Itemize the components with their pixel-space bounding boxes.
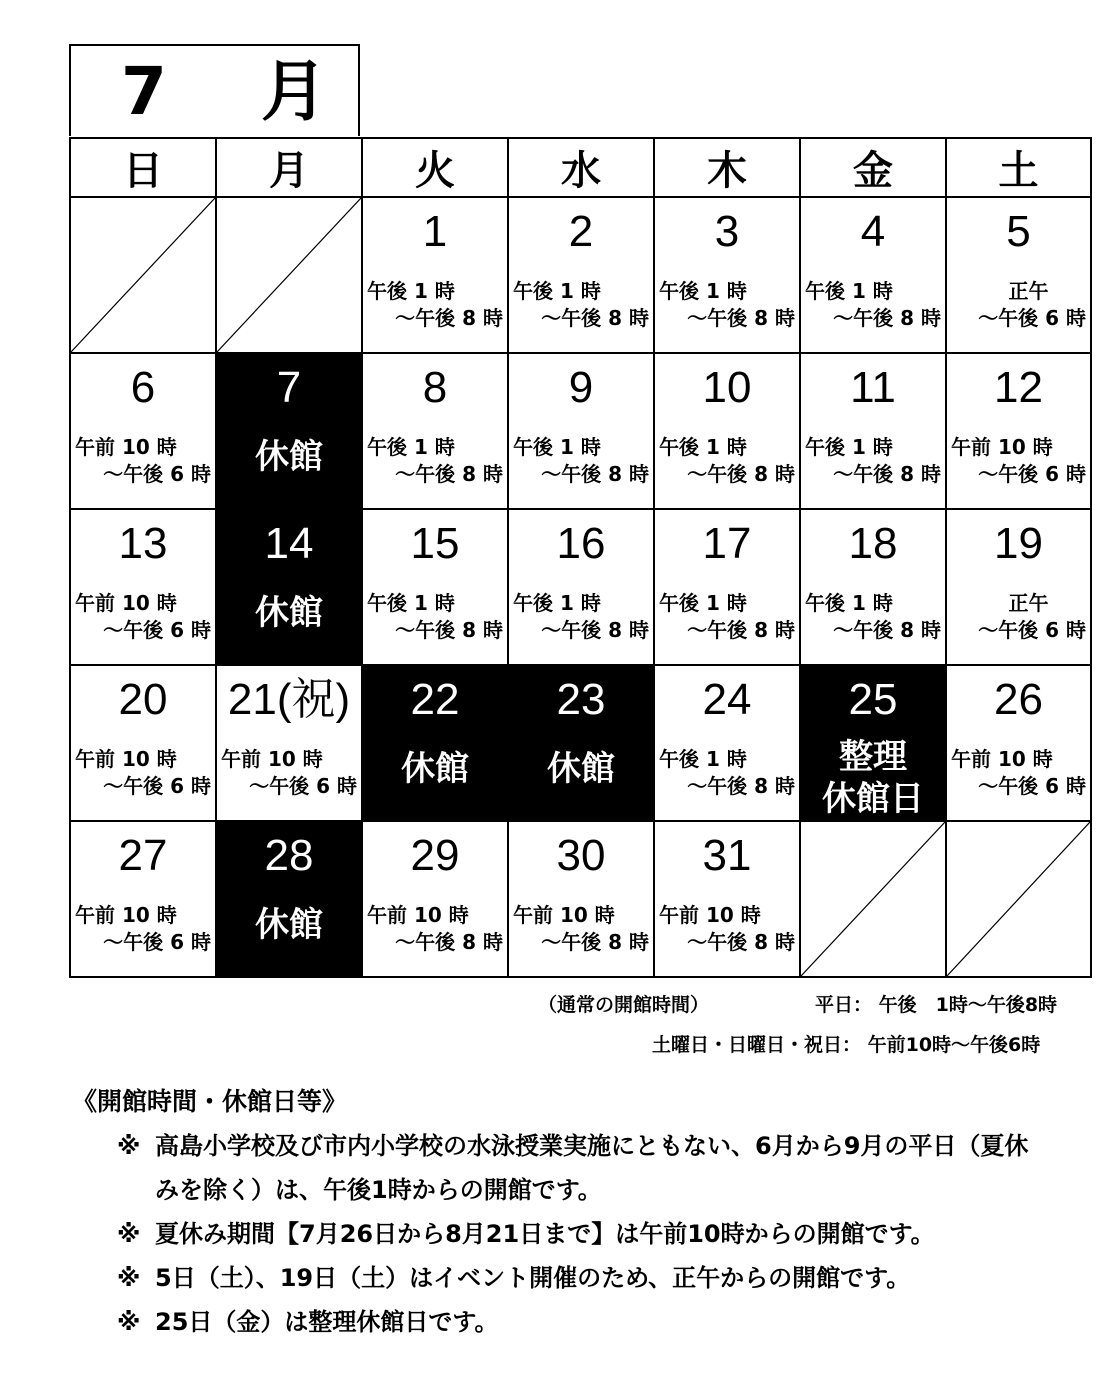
month-header: [69, 44, 360, 136]
closed-label: [801, 736, 945, 820]
hours-open: 午後 1 時: [513, 435, 601, 459]
closed-label-line1: 休館: [401, 749, 469, 789]
hours-close: ～午後 8 時: [541, 930, 649, 954]
empty-slash: [947, 822, 1090, 976]
day-number: 17: [702, 519, 752, 568]
note-text: 5日（土）、19日（土）はイベント開催のため、正午からの開館です。: [155, 1264, 911, 1292]
closed-label: [217, 436, 361, 478]
note-item: [155, 1168, 602, 1212]
opening-hours: [367, 278, 503, 332]
hours-open: 午前 10 時: [659, 903, 761, 927]
week-row: [70, 197, 1091, 353]
closed-day-cell: [508, 665, 654, 821]
hours-close: ～午後 8 時: [395, 462, 503, 486]
calendar-grid: [69, 137, 1092, 978]
empty-day-cell: [946, 821, 1091, 977]
hours-close: ～午後 8 時: [687, 774, 795, 798]
month-kanji: 月: [261, 53, 327, 130]
opening-hours: [75, 902, 211, 956]
hours-open: 午後 1 時: [659, 747, 747, 771]
day-number: 13: [118, 519, 168, 568]
hours-close: ～午後 8 時: [833, 462, 941, 486]
day-number: 27: [118, 831, 168, 880]
hours-close: ～午後 6 時: [103, 774, 211, 798]
hours-open: 午前 10 時: [951, 435, 1053, 459]
note-mark: ※: [117, 1264, 141, 1292]
note-item: [117, 1300, 498, 1344]
week-row: [70, 665, 1091, 821]
day-number: 8: [422, 363, 448, 412]
day-number: 1: [422, 207, 448, 256]
hours-open: 午後 1 時: [367, 591, 455, 615]
day-number: 12: [994, 363, 1043, 412]
empty-slash: [71, 198, 215, 352]
day-cell: [946, 197, 1091, 353]
hours-open: 午後 1 時: [659, 591, 747, 615]
empty-day-cell: [70, 197, 216, 353]
hours-close: ～午後 8 時: [687, 618, 795, 642]
opening-hours: [659, 434, 795, 488]
opening-hours: [75, 746, 211, 800]
hours-open: 正午: [1008, 279, 1049, 303]
day-number: 15: [410, 519, 460, 568]
day-number: 18: [848, 519, 898, 568]
closed-label-line1: 休館: [547, 749, 615, 789]
hours-open: 午前 10 時: [513, 903, 615, 927]
weekday-sun: 日: [70, 138, 216, 197]
closed-label-line1: 整理: [839, 737, 907, 777]
hours-open: 午前 10 時: [951, 747, 1053, 771]
opening-hours: [513, 434, 649, 488]
notes-section: [72, 1080, 1029, 1336]
day-cell: [508, 821, 654, 977]
hours-open: 午前 10 時: [75, 435, 177, 459]
note-mark: ※: [117, 1308, 141, 1336]
normal-hours-weekday: 平日： 午後 1時～午後8時: [815, 994, 1058, 1016]
day-cell: [654, 821, 800, 977]
day-number: 4: [860, 207, 886, 256]
day-cell: [654, 353, 800, 509]
hours-close: ～午後 8 時: [395, 306, 503, 330]
opening-hours: [367, 434, 503, 488]
hours-open: 午後 1 時: [367, 435, 455, 459]
day-cell: [654, 197, 800, 353]
hours-open: 午後 1 時: [367, 279, 455, 303]
day-cell: [946, 353, 1091, 509]
weekday-header-row: [70, 138, 1091, 197]
note-item: [117, 1124, 1028, 1168]
day-cell: [362, 353, 508, 509]
closed-label-line1: 休館: [255, 905, 323, 945]
hours-open: 午後 1 時: [805, 279, 893, 303]
day-number: 9: [568, 363, 594, 412]
notes-title: 《開館時間・休館日等》: [72, 1087, 348, 1116]
day-number: 6: [130, 363, 156, 412]
day-cell: [70, 821, 216, 977]
opening-hours: [513, 278, 649, 332]
hours-close: ～午後 6 時: [103, 462, 211, 486]
empty-slash: [217, 198, 361, 352]
day-cell: [362, 509, 508, 665]
note-item: [117, 1256, 910, 1300]
day-cell: [800, 509, 946, 665]
day-number: 7: [276, 363, 302, 412]
day-number: 10: [702, 363, 752, 412]
hours-close: ～午後 8 時: [687, 462, 795, 486]
hours-close: ～午後 8 時: [687, 930, 795, 954]
day-cell: [946, 665, 1091, 821]
opening-hours: [513, 590, 649, 644]
day-cell: [70, 665, 216, 821]
week-row: [70, 509, 1091, 665]
day-number: 25: [848, 675, 898, 724]
opening-hours: [75, 590, 211, 644]
hours-close: ～午後 6 時: [978, 618, 1086, 642]
hours-close: ～午後 6 時: [978, 774, 1086, 798]
hours-close: ～午後 8 時: [395, 930, 503, 954]
hours-open: 午後 1 時: [513, 279, 601, 303]
hours-open: 午前 10 時: [75, 903, 177, 927]
closed-day-cell: [362, 665, 508, 821]
empty-slash: [801, 822, 945, 976]
closed-day-cell: [800, 665, 946, 821]
week-row: [70, 821, 1091, 977]
day-cell: [508, 353, 654, 509]
hours-close: ～午後 8 時: [833, 306, 941, 330]
normal-hours-label: （通常の開館時間）: [538, 994, 710, 1016]
opening-hours: [659, 902, 795, 956]
opening-hours: [513, 902, 649, 956]
day-number: 20: [118, 675, 168, 724]
hours-open: 午後 1 時: [659, 279, 747, 303]
closed-day-cell: [216, 353, 362, 509]
day-cell: [654, 509, 800, 665]
day-cell: [216, 665, 362, 821]
opening-hours: [221, 746, 357, 800]
hours-open: 午後 1 時: [805, 435, 893, 459]
day-number: 29: [410, 831, 460, 880]
note-item: [117, 1212, 935, 1256]
opening-hours: [659, 278, 795, 332]
day-cell: [508, 197, 654, 353]
day-number: 19: [994, 519, 1043, 568]
day-cell: [946, 509, 1091, 665]
hours-open: 午前 10 時: [221, 747, 323, 771]
hours-open: 午後 1 時: [805, 591, 893, 615]
week-row: [70, 353, 1091, 509]
day-number: 22: [410, 675, 460, 724]
closed-label: [217, 592, 361, 634]
hours-close: ～午後 6 時: [978, 306, 1086, 330]
hours-close: ～午後 8 時: [395, 618, 503, 642]
opening-hours: [75, 434, 211, 488]
day-cell: [800, 353, 946, 509]
day-number: 3: [714, 207, 740, 256]
closed-day-cell: [216, 821, 362, 977]
day-cell: [362, 197, 508, 353]
day-number: 31: [702, 831, 752, 880]
weekday-mon: 月: [216, 138, 362, 197]
hours-close: ～午後 8 時: [541, 306, 649, 330]
closed-label: [363, 748, 507, 790]
day-number: 2: [568, 207, 594, 256]
hours-close: ～午後 6 時: [978, 462, 1086, 486]
closed-label: [217, 904, 361, 946]
note-text: みを除く）は、午後1時からの開館です。: [155, 1176, 602, 1204]
empty-day-cell: [800, 821, 946, 977]
empty-day-cell: [216, 197, 362, 353]
hours-open: 午後 1 時: [513, 591, 601, 615]
hours-close: ～午後 8 時: [833, 618, 941, 642]
day-number: 23: [556, 675, 606, 724]
day-number: 24: [702, 675, 752, 724]
hours-close: ～午後 6 時: [103, 930, 211, 954]
day-cell: [362, 821, 508, 977]
day-cell: [654, 665, 800, 821]
weekday-sat: 土: [946, 138, 1091, 197]
weekday-tue: 火: [362, 138, 508, 197]
day-number: 26: [994, 675, 1043, 724]
hours-close: ～午後 6 時: [103, 618, 211, 642]
note-text: 高島小学校及び市内小学校の水泳授業実施にともない、6月から9月の平日（夏休: [155, 1132, 1029, 1160]
note-mark: ※: [117, 1132, 141, 1160]
day-number: 30: [556, 831, 606, 880]
hours-open: 午前 10 時: [75, 747, 177, 771]
day-number: 14: [264, 519, 314, 568]
opening-hours: [951, 746, 1086, 800]
hours-open: 午後 1 時: [659, 435, 747, 459]
closed-day-cell: [216, 509, 362, 665]
hours-open: 午前 10 時: [75, 591, 177, 615]
hours-close: ～午後 8 時: [541, 462, 649, 486]
day-number: 11: [850, 363, 896, 412]
day-number: 16: [556, 519, 606, 568]
month-number: 7: [121, 53, 167, 130]
opening-hours: [805, 434, 941, 488]
day-number: 5: [1006, 207, 1031, 256]
hours-close: ～午後 8 時: [687, 306, 795, 330]
opening-hours: [659, 590, 795, 644]
day-cell: [70, 509, 216, 665]
note-text: 夏休み期間【7月26日から8月21日まで】は午前10時からの開館です。: [155, 1220, 935, 1248]
day-number: 21(祝): [227, 675, 351, 724]
closed-label: [509, 748, 653, 790]
hours-close: ～午後 8 時: [541, 618, 649, 642]
weekday-thu: 木: [654, 138, 800, 197]
hours-open: 正午: [1008, 591, 1049, 615]
opening-hours: [367, 590, 503, 644]
opening-hours: [951, 434, 1086, 488]
weekday-wed: 水: [508, 138, 654, 197]
day-number: 28: [264, 831, 314, 880]
opening-hours: [951, 278, 1086, 332]
opening-hours: [951, 590, 1086, 644]
note-mark: ※: [117, 1220, 141, 1248]
opening-hours: [805, 590, 941, 644]
normal-hours-weekend: 土曜日・日曜日・祝日： 午前10時～午後6時: [652, 1034, 1041, 1056]
opening-hours: [805, 278, 941, 332]
closed-label-line2: 休館日: [822, 779, 924, 819]
day-cell: [508, 509, 654, 665]
hours-open: 午前 10 時: [367, 903, 469, 927]
closed-label-line1: 休館: [255, 593, 323, 633]
opening-hours: [659, 746, 795, 800]
closed-label-line1: 休館: [255, 437, 323, 477]
hours-close: ～午後 6 時: [249, 774, 357, 798]
note-text: 25日（金）は整理休館日です。: [155, 1308, 499, 1336]
weekday-fri: 金: [800, 138, 946, 197]
day-cell: [800, 197, 946, 353]
day-cell: [70, 353, 216, 509]
opening-hours: [367, 902, 503, 956]
